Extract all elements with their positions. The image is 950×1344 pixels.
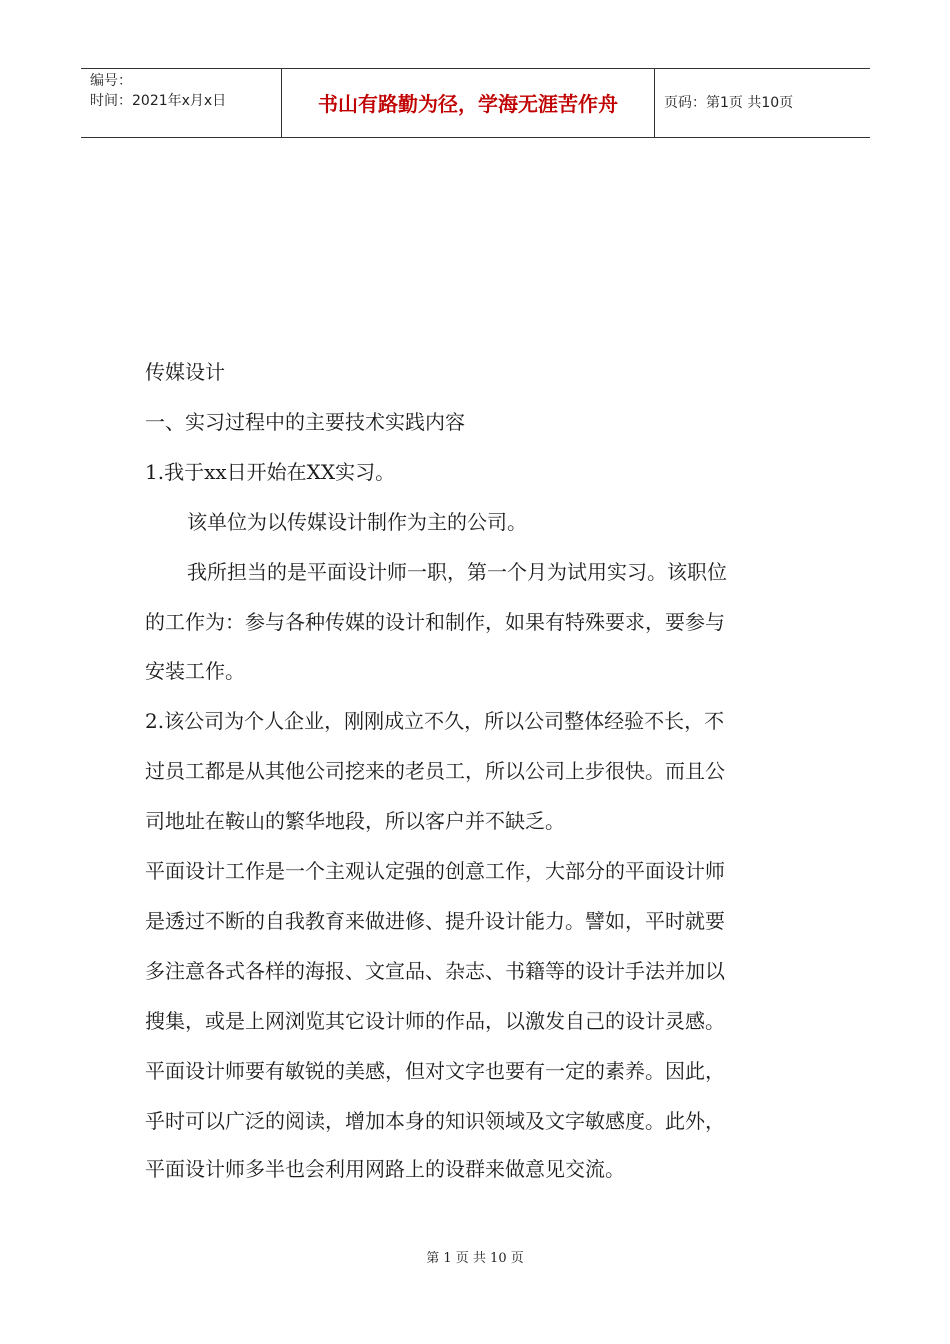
paragraph-line: 是透过不断的自我教育来做进修、提升设计能力。譬如，平时就要 [145,909,725,933]
number-label: 编号： [90,73,132,89]
document-body [145,0,805,1200]
paragraph-line: 我所担当的是平面设计师一职，第一个月为试用实习。该职位 [187,560,727,584]
page-footer: 第 1 页 共 10 页 [426,1251,524,1266]
motto-text: 书山有路勤为径，学海无涯苦作舟 [318,92,618,116]
paragraph-line: 过员工都是从其他公司挖来的老员工，所以公司上步很快。而且公 [145,759,725,783]
paragraph-line: 的工作为：参与各种传媒的设计和制作，如果有特殊要求，要参与 [145,610,725,634]
date-label: 时间：2021年x月x日 [90,93,227,109]
paragraph-line: 该单位为以传媒设计制作为主的公司。 [187,510,527,534]
page-info: 页码：第1页 共10页 [664,95,794,111]
paragraph-line: 搜集，或是上网浏览其它设计师的作品，以激发自己的设计灵感。 [145,1009,725,1033]
paragraph-line: 平面设计师多半也会利用网路上的设群来做意见交流。 [145,1157,625,1181]
paragraph-line: 安装工作。 [145,659,245,683]
paragraph-line: 乎时可以广泛的阅读，增加本身的知识领域及文字敏感度。此外， [145,1109,725,1133]
paragraph-line: 多注意各式各样的海报、文宣品、杂志、书籍等的设计手法并加以 [145,959,725,983]
paragraph-line: 司地址在鞍山的繁华地段，所以客户并不缺乏。 [145,809,565,833]
paragraph-line: 1.我于xx日开始在XX实习。 [145,460,396,484]
paragraph-line: 平面设计师要有敏锐的美感，但对文字也要有一定的素养。因此， [145,1059,725,1083]
document-title: 传媒设计 [145,360,225,384]
paragraph-line: 2.该公司为个人企业，刚刚成立不久，所以公司整体经验不长，不 [145,709,725,733]
section-heading: 一、实习过程中的主要技术实践内容 [145,410,465,434]
paragraph-line: 平面设计工作是一个主观认定强的创意工作，大部分的平面设计师 [145,859,725,883]
